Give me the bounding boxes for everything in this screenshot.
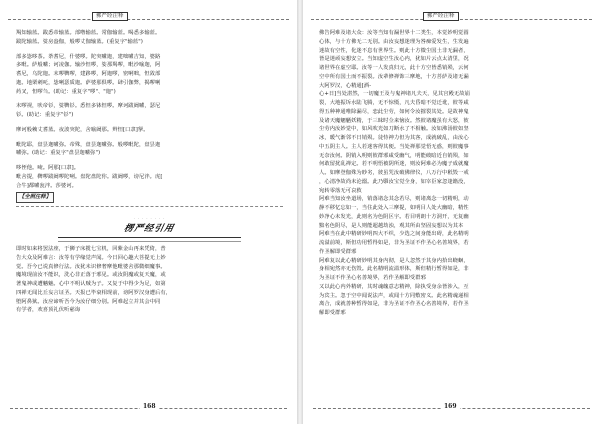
- text-line: 嚧弥。(助记：重复字"盘昙迦嚧弥"): [16, 150, 101, 157]
- text-line: 魔境现前汝不能识，洗心非正落于邪见。或汝阴魔或复天魔，或: [16, 272, 166, 279]
- text-line: 钐。(助记：重复字"钐"): [16, 112, 74, 118]
- text-line: 作圣解即受群邪: [319, 248, 357, 255]
- text-line: 多毗。萨般嚧；诃凌伽。输沙怛啰，娑那羯啰，毗沙喻迦，阿: [16, 62, 161, 69]
- text-line: 合牛]都嚧瓮泮。莎婆诃。: [16, 182, 77, 189]
- text-line: 耆尼，乌陀迦。末啰鞞啰，建跢啰，阿迦啰，密唎咄，怛敛部: [16, 71, 161, 77]
- text-line: 中五阴主人。主人若迷客得其便。当处禅那觉悟无惑，则彼魔事: [319, 143, 469, 150]
- text-line: 著鬼神或遭魑魅。心中不明认贼为子。又复于中得少为足，如第: [16, 281, 166, 287]
- text-line: 阿难复以此心精研妙明其身内彻，是人忽然于其身内拾出蛲蛔，: [319, 257, 469, 264]
- right-page-header: [311, 10, 592, 26]
- text-line: 药叉，怛啰刍。(助记：重复字"啰"、"迦"): [16, 88, 116, 95]
- text-line: 静不移忆忘如一，当住此处入三摩提，如明目人处大幽暗，精性: [319, 205, 469, 211]
- text-line: 哆侄他。唵。阿那[口隶]。: [16, 165, 80, 171]
- left-page-header: [8, 10, 289, 26]
- text-line: 迷故有空性，化迷不息有世界生。则此十方微尘国土非无漏者，: [319, 47, 469, 54]
- text-line: 离合，成就善种暂得如是，非为圣证不作圣心名善境界，若作圣: [319, 301, 469, 308]
- text-line: 四禅无闻比丘妄言证圣。天报已毕衰相现前，谤阿罗汉身遭后有，: [16, 289, 172, 296]
- text-line: 解即受群邪: [319, 310, 346, 316]
- banner-subtitle: · · · · · · · ·: [133, 217, 166, 221]
- left-page: [0, 0, 297, 424]
- text-line: 为宾主。忽于空中闻说法声，或闻十方同敷密义。此名精魂递相: [319, 292, 469, 299]
- text-line: 告大众及阿难言：汝等有学缘觉声闻。今日回心趣大菩提无上妙: [16, 254, 166, 261]
- left-page-body: [16, 29, 283, 315]
- source-note: 【全照注释】: [16, 192, 54, 203]
- text-line: 跋陀输蓝。娑房盎伽，般啰丈伽输蓝。(重复字"输蓝"): [16, 38, 143, 45]
- right-page: [303, 0, 600, 424]
- text-line: 羯知输蓝。跋悉帝输蓝。部噜输蓝。常伽输蓝。喝悉多输蓝。: [16, 30, 161, 36]
- text-line: 黯名色阴尽，是人则能超越劫浊，观其所由坚固妄想以为其本: [319, 222, 464, 229]
- text-line: 人。如摩登伽殊为眇劣，彼虽咒汝破佛律仪，八万行中秖毁一戒: [319, 170, 469, 176]
- text-line: 阿难当知汝坐道场，销落诸念其念若尽，则诸离念一切精明，动: [319, 196, 469, 203]
- section-divider: [16, 206, 283, 207]
- text-line: 大阿罗汉，心精通[酒-: [319, 82, 372, 89]
- banner-flourish: [58, 237, 241, 242]
- text-line: 为圣证不作圣心名善境界，若作圣解即受群邪: [319, 275, 426, 281]
- text-line: 毗舍提，鞞啰跋阇啰陀唎。盘陀盘陀你。跋阇啰，谤尼泮。虎[: [16, 173, 163, 180]
- text-line: 摩诃般赖丈耆蓝。夜波突陀，舍喻阇那。辫怛[口隶]拏。: [16, 126, 149, 133]
- text-line: 又以此心内外精研，其时魂魄意志精神，除执受身余皆涉入，互: [319, 283, 469, 290]
- banner-title: 楞严经引用: [123, 223, 176, 234]
- text-line: 迦。地栗刺吒，毖唎瑟质迦。萨婆那俱啰。肆引伽弊，揭啰唎: [16, 79, 161, 86]
- text-line: 无奈汝何。阴销入明则彼群邪咸受幽气，明能破暗近自销殒，如: [319, 152, 469, 159]
- text-line: 阿难当在此中精研妙明四大不织，少选之间身能出碍，此名精明: [319, 231, 469, 238]
- text-line: 尘劳内汝妙觉中，如风吹光如刀断水了不相触。汝如沸汤彼如坚: [319, 126, 469, 133]
- page-number: 169: [441, 403, 460, 410]
- running-head: 佛严经注释: [423, 12, 459, 21]
- text-line: 及诸天魔魍魉妖精，于三昧时佥来恼汝。然彼诸魔虽有大怒，彼: [319, 117, 469, 124]
- text-line: 觉。吾今已说真修行法。汝犹未识修奢摩他毗婆舍那微细魔事。: [16, 263, 166, 270]
- text-line: 冰，暖气渐邻不日销殒。徒恃神力但为其客，成就破乱，由汝心: [319, 135, 469, 141]
- text-line: 末啰视，吠帝钐，娑鞞钐。悉怛多钵怛啰。摩诃跋阇嚧，瑟尼: [16, 103, 161, 110]
- text-line: 心+日]当处湛然，一切魔王及与鬼神诸凡夫天，见其宫殿无故崩: [319, 91, 470, 98]
- right-page-body: [319, 29, 586, 318]
- text-line: 皆是迷顽妄想安立。当知虚空生汝心内，犹如片云点太清里，况: [319, 56, 469, 63]
- text-line: 毗陀耶，盘昙迦嚧弥。帝殊，盘昙迦嚧弥。般啰毗陀，盘昙迦: [16, 141, 161, 148]
- text-line: 身相宛然亦无伤毁。此名精明流溢形体，斯但精行暂得如是，非: [319, 266, 469, 273]
- header-rule: [8, 19, 289, 20]
- text-line: 流溢前境，斯但功用暂得如是，非为圣证不作圣心名善境界，若: [319, 240, 469, 246]
- page-number: 168: [140, 403, 159, 410]
- text-line: 诸世界在虚空耶。汝等一人发真归元，此十方空皆悉销殒，云何: [319, 65, 469, 71]
- text-line: 空中所有国土而不振裂。汝辈修禅饰三摩地，十方菩萨及诸无漏: [319, 73, 469, 80]
- right-page-footer: [313, 402, 590, 416]
- text-line: 宛转零落无可哀救: [319, 187, 362, 194]
- text-line: 妙净心未发光，此则名为色阴区宇。若目明朗十方洞开，无复幽: [319, 213, 469, 220]
- text-line: ，心清净故尚未沦溺。此乃隳汝宝觉全身，如宰臣家忽逢籍没，: [319, 178, 469, 185]
- text-line: 得五种神通唯除漏尽，恋此尘劳，如何令汝摧裂其处。是故神鬼: [319, 108, 469, 115]
- text-line: 裂，大地振坼水陆飞腾，无不惊慑，凡夫昏暗不觉迁讹，彼等咸: [319, 100, 469, 106]
- text-line: 心体，与十方佛无二无别。由汝妄想迷理为咎痴爱发生，生发遍: [319, 38, 469, 45]
- running-head: 佛严经注释: [92, 12, 128, 21]
- text-line: 堕阿鼻狱。汝应谛听吾今为汝仔细分别。阿难起立并其会中同: [16, 298, 161, 305]
- text-line: 部多毖哆茶。荼耆尼，什婆啰。陀突嚧迦，建咄嚧吉知，婆路: [16, 53, 161, 60]
- text-line: 佛告阿难及诸大众：汝等当知有漏世界十二类生，本觉妙明觉圆: [319, 30, 469, 36]
- text-line: 即时如来将罢法座，于狮子床揽七宝机，回紫金山再来凭倚，普: [16, 246, 166, 252]
- left-page-footer: [10, 402, 287, 416]
- text-line: 有学者，欢喜顶礼伏听慈诲: [16, 307, 81, 314]
- text-line: 何敢留扰乱禅定。若不明悟被阴所迷，则汝阿难必为魔子成就魔: [319, 161, 469, 168]
- section-banner: [16, 215, 283, 243]
